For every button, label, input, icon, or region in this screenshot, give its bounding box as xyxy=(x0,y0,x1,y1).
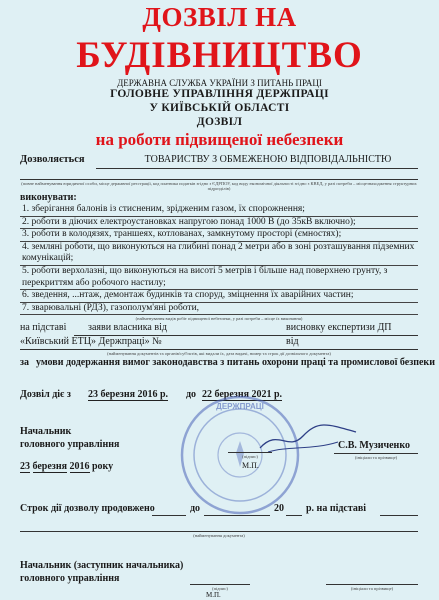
list-item: 4. земляні роботи, що виконуються на глибині понад 2 метри або в зоні розташування підземних комунікацій; xyxy=(20,242,418,266)
validity-from: 23 березня 2016 р. xyxy=(88,389,169,400)
subtitle: на роботи підвищеної небезпеки xyxy=(95,130,344,149)
agency-name: ДЕРЖАВНА СЛУЖБА УКРАЇНИ З ПИТАНЬ ПРАЦІ xyxy=(117,78,322,88)
sign-date-day: 23 xyxy=(20,461,30,472)
extension-note: (найменування документа) xyxy=(193,533,245,538)
header-line-3: ДОЗВІЛ xyxy=(196,116,243,128)
condition-text: умови додержання вимог законодавства з питань охорони праці та промислової безпеки xyxy=(36,357,435,368)
work-items-list xyxy=(20,204,418,315)
validity-to-word: до xyxy=(186,389,197,400)
basis-text-3: «Київський ЕТЦ» Держпраці» № xyxy=(20,336,162,347)
condition-prefix: за xyxy=(20,357,30,368)
signature-line xyxy=(228,452,272,453)
extension-text: Строк дії дозволу продовжено xyxy=(20,503,155,514)
title-line-2: БУДІВНИЦТВО xyxy=(76,35,363,76)
extension-line-5 xyxy=(20,531,418,532)
head-title-2: головного управління xyxy=(20,439,120,450)
list-item: 7. зварювальні (РДЗ), газополум'яні роботи, xyxy=(20,303,418,316)
sign-date-month: березня xyxy=(32,461,67,472)
sign-date-suffix: року xyxy=(92,461,114,472)
sign-date xyxy=(20,461,113,472)
deputy-title-2: головного управління xyxy=(20,573,120,584)
list-item: 6. зведення, ...нтаж, демонтаж будинків та споруд, зміцнення їх аварійних частин; xyxy=(20,290,418,303)
basis-label: на підставі xyxy=(20,322,67,333)
signer-name: С.В. Музиченко xyxy=(338,440,410,451)
extension-line-4 xyxy=(380,515,418,516)
items-note: (найменування видів робіт підвищеної небезпеки, у разі потреби – місце їх виконання) xyxy=(135,316,303,321)
header-line-1: ГОЛОВНЕ УПРАВЛІННЯ ДЕРЖПРАЦІ xyxy=(110,88,329,100)
signer-note: (ініціали та прізвище) xyxy=(354,455,398,460)
head-title-1: Начальник xyxy=(20,426,72,437)
deputy-name-note: (ініціали та прізвище) xyxy=(350,586,394,591)
list-item: 2. роботи в діючих електроустановках напругою понад 1000 В (до 35кВ включно); xyxy=(20,217,418,230)
company-note: (повне найменування юридичної особи, місце державної реєстрації, код платника податків згідно з ЄДРПОУ, код виду економічної діяльності згідно з КВЕД, у разі потреби – місцезнаходження структурних підрозділів) xyxy=(21,181,417,191)
list-item: 5. роботи верхолазні, що виконуються на висоті 5 метрів і більше над поверхнею грунту, з перекриттям або робочого настилу; xyxy=(20,266,418,290)
deputy-sign-note: (підпис) xyxy=(212,586,228,591)
company-name: ТОВАРИСТВУ З ОБМЕЖЕНОЮ ВІДПОВІДАЛЬНІСТЮ xyxy=(144,154,392,165)
basis-text-4: від xyxy=(286,336,299,347)
header-line-2: У КИЇВСЬКІЙ ОБЛАСТІ xyxy=(149,102,290,114)
basis-text-2: висновку експертизи ДП xyxy=(286,322,392,333)
validity-prefix: Дозвіл діє з xyxy=(20,389,71,400)
title-line-1: ДОЗВІЛ НА xyxy=(142,2,297,32)
deputy-name-line xyxy=(326,584,418,585)
basis-text-1: заяви власника від xyxy=(88,322,167,333)
deputy-mp: М.П. xyxy=(206,591,221,599)
signature-note: (підпис) xyxy=(242,454,258,459)
deputy-title-1: Начальник (заступник начальника) xyxy=(20,560,184,571)
extension-year: 20 xyxy=(274,503,284,514)
extension-suffix: р. на підставі xyxy=(306,503,367,514)
signer-underline xyxy=(334,453,418,454)
signature-scribble xyxy=(258,418,358,458)
deputy-sign-line xyxy=(190,584,250,585)
stamp-label: ДЕРЖПРАЦІ xyxy=(216,402,264,411)
company-extra-line xyxy=(20,179,418,180)
extension-line-1 xyxy=(152,515,186,516)
basis-note: (найменування документів та органів/суб'єктів, які видали їх, дата видачі, номер та строк дії дозвільного документа) xyxy=(107,351,331,356)
extension-line-3 xyxy=(286,515,302,516)
sign-date-year: 2016 xyxy=(69,461,90,472)
basis-underline-2 xyxy=(20,349,418,350)
extension-line-2 xyxy=(204,515,270,516)
allowed-label: Дозволяється xyxy=(20,154,85,165)
stamp-mp: М.П. xyxy=(242,461,259,470)
execute-label: виконувати: xyxy=(20,192,77,203)
extension-to: до xyxy=(190,503,201,514)
company-underline xyxy=(96,168,418,169)
list-item: 1. зберігання балонів із стисненим, зрідженим газом, їх спорожнення; xyxy=(20,204,418,217)
validity-to: 22 березня 2021 р. xyxy=(202,389,283,400)
list-item: 3. роботи в колодязях, траншеях, котлованах, замкнутому просторі (ємностях); xyxy=(20,229,418,242)
